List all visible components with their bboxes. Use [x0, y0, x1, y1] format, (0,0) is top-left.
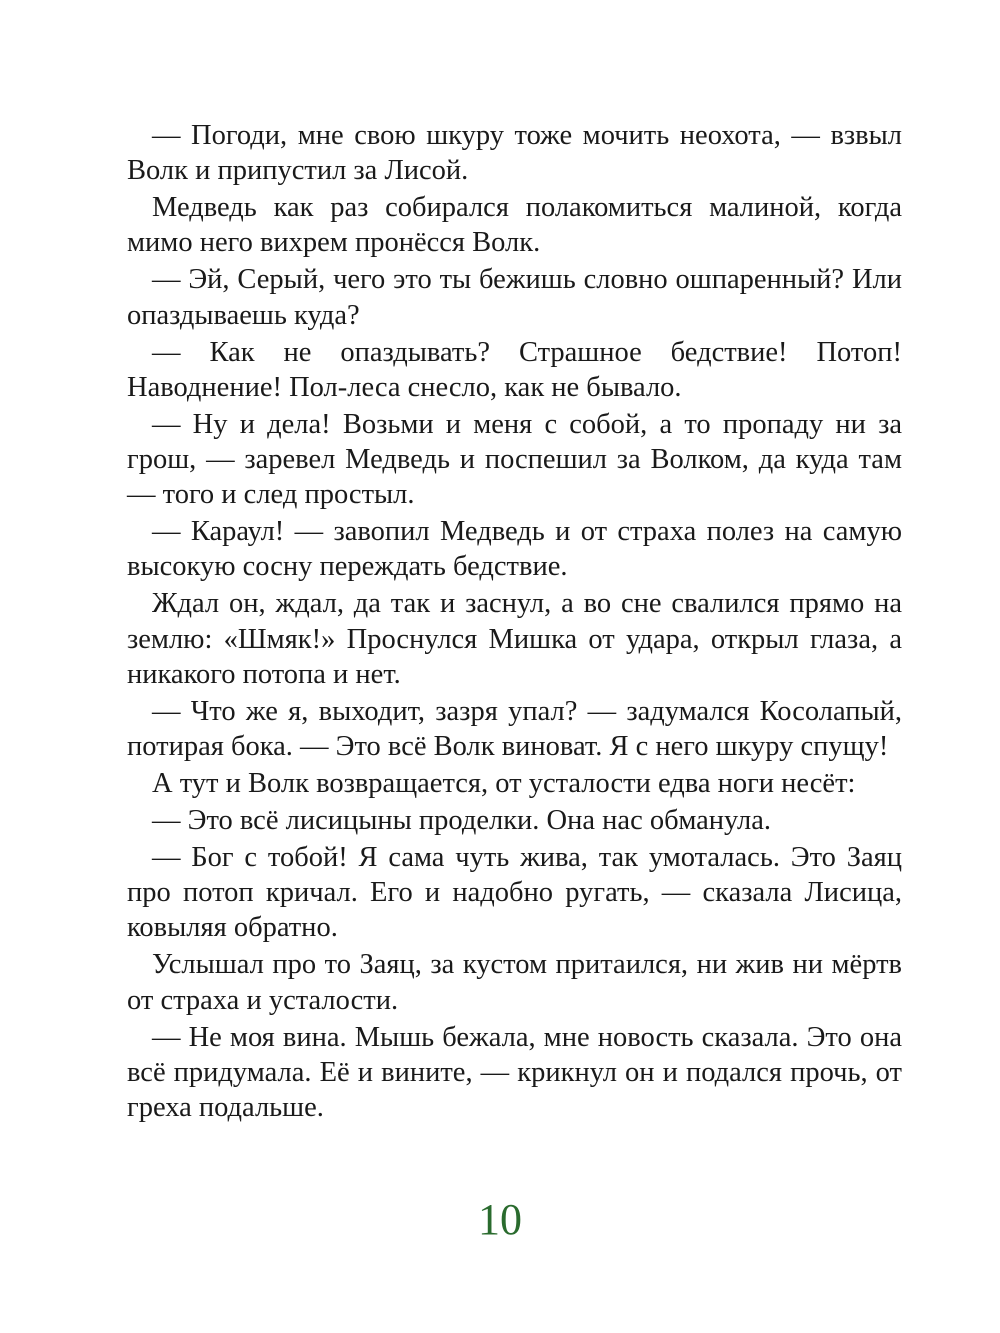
paragraph: — Что же я, выходит, зазря упал? — задумался Косолапый, потирая бока. — Это всё Волк виноват. Я с него шкуру спущу!: [127, 695, 902, 763]
paragraph: — Бог с тобой! Я сама чуть жива, так умоталась. Это Заяц про потоп кричал. Его и надобно ругать, — сказала Лисица, ковыляя обратно.: [127, 842, 902, 944]
paragraph: — Караул! — завопил Медведь и от страха полез на самую высокую сосну переждать бедствие.: [127, 516, 902, 583]
paragraph: — Эй, Серый, чего это ты бежишь словно ошпаренный? Или опаздываешь куда?: [127, 264, 902, 331]
paragraph: — Погоди, мне свою шкуру тоже мочить неохота, — взвыл Волк и припустил за Лисой.: [127, 120, 902, 187]
paragraph: Медведь как раз собирался полакомиться малиной, когда мимо него вихрем пронёсся Волк.: [127, 192, 902, 259]
paragraph: Ждал он, ждал, да так и заснул, а во сне свалился прямо на землю: «Шмяк!» Проснулся Мишка от удара, открыл глаза, а никакого потопа и нет.: [127, 588, 902, 690]
page-number: 10: [478, 1195, 522, 1244]
paragraph: Услышал про то Заяц, за кустом притаился, ни жив ни мёртв от страха и усталости.: [127, 949, 902, 1016]
paragraph: А тут и Волк возвращается, от усталости едва ноги несёт:: [152, 768, 856, 800]
paragraph: — Ну и дела! Возьми и меня с собой, а то пропаду ни за грош, — заревел Медведь и поспешил за Волком, да куда там — того и след простыл.: [127, 408, 902, 511]
paragraph: — Не моя вина. Мышь бежала, мне новость сказала. Это она всё придумала. Её и вините, — крикнул он и подался прочь, от греха подальше.: [127, 1021, 902, 1124]
paragraph: — Как не опаздывать? Страшное бедствие! Потоп! Наводнение! Пол-леса снесло, как не бывало.: [127, 336, 902, 403]
paragraph: — Это всё лисицыны проделки. Она нас обманула.: [152, 805, 772, 837]
story-text: [127, 118, 902, 1127]
